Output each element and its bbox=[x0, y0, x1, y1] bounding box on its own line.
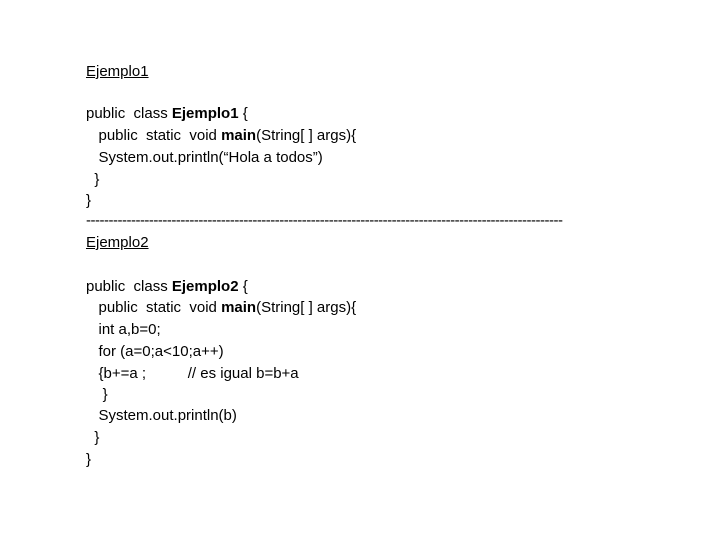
code-text: public class bbox=[86, 105, 172, 122]
code-line: {b+=a ; // es igual b=b+a bbox=[86, 365, 299, 382]
code-line bbox=[86, 103, 248, 124]
code-text: public static void bbox=[86, 127, 222, 144]
code-text: public class bbox=[86, 278, 172, 295]
code-line bbox=[86, 297, 356, 318]
class-name: Ejemplo1 bbox=[171, 105, 239, 122]
code-line: } bbox=[86, 386, 108, 403]
code-text: (String[ ] args){ bbox=[256, 299, 357, 316]
code-text: (String[ ] args){ bbox=[256, 127, 357, 144]
section2-heading: Ejemplo2 bbox=[86, 234, 149, 251]
code-line: } bbox=[86, 429, 100, 446]
code-text: { bbox=[238, 278, 248, 295]
code-line: } bbox=[86, 171, 100, 188]
code-line: } bbox=[86, 192, 92, 209]
class-name: Ejemplo2 bbox=[171, 278, 239, 295]
code-text: { bbox=[238, 105, 248, 122]
code-line bbox=[86, 125, 356, 146]
code-line: for (a=0;a<10;a++) bbox=[86, 343, 224, 360]
dashed-separator: ---------------------------------------------------------------------------------------------------------- bbox=[86, 212, 563, 229]
code-line: int a,b=0; bbox=[86, 321, 161, 338]
method-name: main bbox=[221, 299, 257, 316]
method-name: main bbox=[221, 127, 257, 144]
code-line: System.out.println(b) bbox=[86, 407, 237, 424]
code-line: System.out.println(“Hola a todos”) bbox=[86, 149, 323, 166]
code-line bbox=[86, 276, 248, 297]
section1-heading: Ejemplo1 bbox=[86, 63, 149, 80]
code-text: public static void bbox=[86, 299, 222, 316]
code-line: } bbox=[86, 451, 92, 468]
